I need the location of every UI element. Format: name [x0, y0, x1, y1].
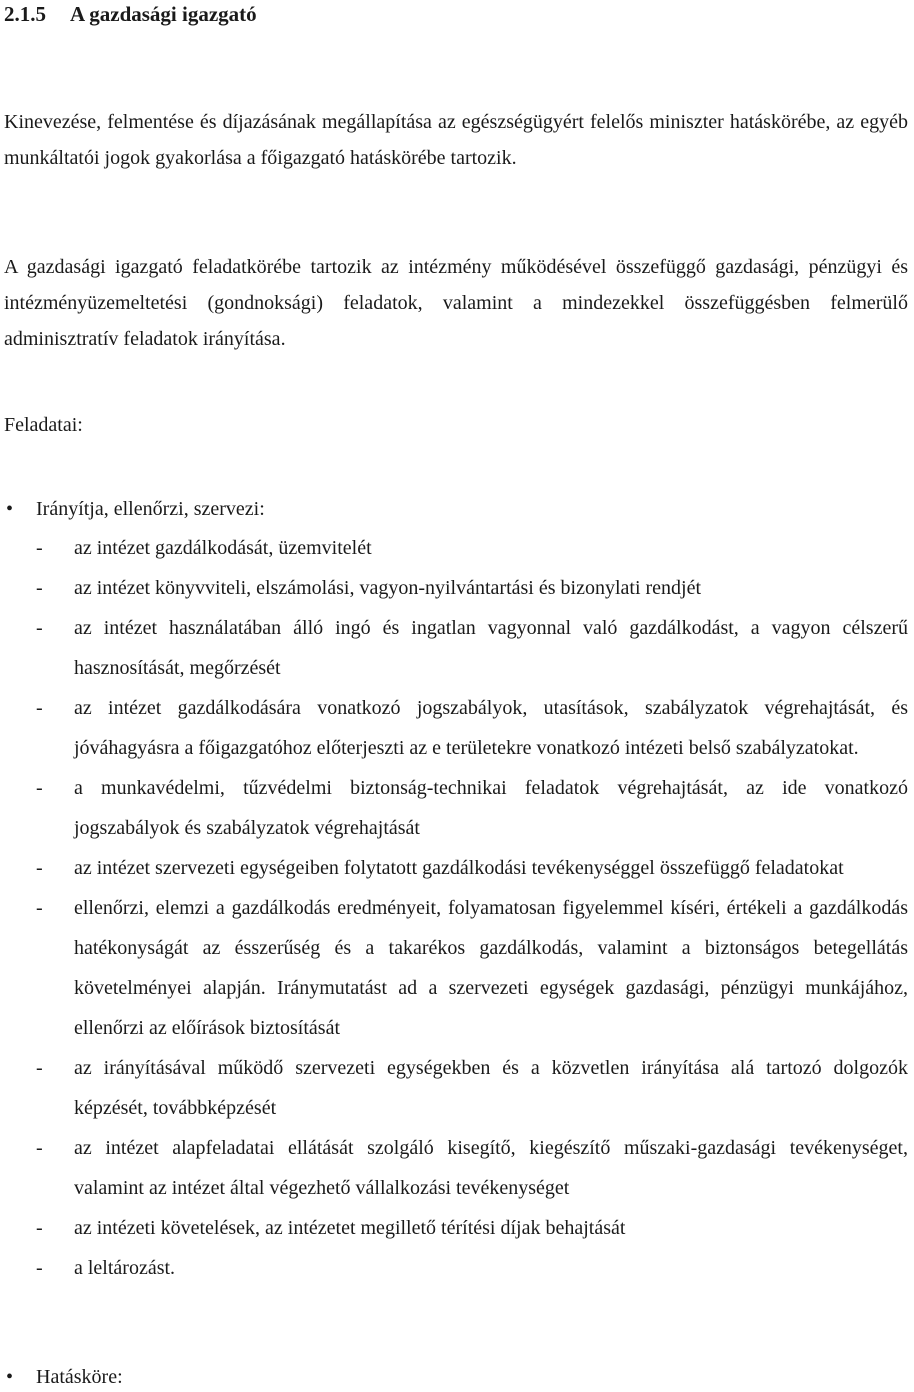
list-item-text: az intézeti követelések, az intézetet megillető térítési díjak behajtását	[74, 1217, 626, 1239]
paragraph-responsibilities: A gazdasági igazgató feladatkörébe tartozik az intézmény működésével összefüggő gazdasági, pénzügyi és intézményüzemeltetési (gondnoksági) feladatok, valamint a mindezekkel összefüggésben felmerülő adminisztratív feladatok irányítása.	[4, 256, 908, 350]
list-item	[0, 848, 914, 888]
bullet-icon: •	[6, 498, 14, 520]
list-item	[0, 1128, 914, 1208]
list-item-text: az intézet könyvviteli, elszámolási, vagyon-nyilvántartási és bizonylati rendjét	[74, 577, 702, 599]
list-item	[0, 1208, 914, 1248]
dash-icon: -	[36, 697, 43, 719]
section-heading	[4, 0, 257, 28]
list-item	[0, 688, 914, 768]
list-item-text: az intézet szervezeti egységeiben folytatott gazdálkodási tevékenységgel összefüggő feladatokat	[74, 857, 844, 879]
section-number: 2.1.5	[4, 2, 46, 26]
list-item	[0, 888, 914, 1048]
list-item-text: a leltározást.	[74, 1257, 176, 1279]
task-sublist	[0, 528, 914, 1288]
bullet-icon: •	[6, 1366, 14, 1388]
list-item	[0, 1048, 914, 1128]
list-item-text: az irányításával működő szervezeti egységekben és a közvetlen irányítása alá tartozó dolgozók képzését, továbbképzését	[74, 1057, 908, 1119]
dash-icon: -	[36, 617, 43, 639]
list-item-text: a munkavédelmi, tűzvédelmi biztonság-technikai feladatok végrehajtását, az ide vonatkozó jogszabályok és szabályzatok végrehajtását	[74, 777, 908, 839]
list-item-text: az intézet gazdálkodására vonatkozó jogszabályok, utasítások, szabályzatok végrehajtását, és jóváhagyásra a főigazgatóhoz előterjeszti az e területekre vonatkozó intézeti belső szabályzatokat.	[74, 697, 908, 759]
dash-icon: -	[36, 1057, 43, 1079]
dash-icon: -	[36, 777, 43, 799]
list-item	[0, 608, 914, 688]
list-item	[0, 1248, 914, 1288]
list-item-text: az intézet alapfeladatai ellátását szolgáló kisegítő, kiegészítő műszaki-gazdasági tevékenységet, valamint az intézet által végezhető vállalkozási tevékenységet	[74, 1137, 908, 1199]
list-item	[0, 768, 914, 848]
bullet-text: Hatásköre:	[36, 1366, 123, 1388]
tasks-label: Feladatai:	[4, 414, 83, 436]
list-item-text: ellenőrzi, elemzi a gazdálkodás eredményeit, folyamatosan figyelemmel kíséri, értékeli a gazdálkodás hatékonyságát az ésszerűség és a takarékos gazdálkodás, valamint a biztonságos betegellátás követelményei alapján. Iránymutatást ad a szervezeti egységek gazdasági, pénzügyi munkájához, ellenőrzi az előírások biztosítását	[74, 897, 908, 1039]
dash-icon: -	[36, 537, 43, 559]
list-item	[0, 528, 914, 568]
paragraph-appointment: Kinevezése, felmentése és díjazásának megállapítása az egészségügyért felelős miniszter hatáskörébe, az egyéb munkáltatói jogok gyakorlása a főigazgató hatáskörébe tartozik.	[4, 111, 908, 169]
dash-icon: -	[36, 1257, 43, 1279]
dash-icon: -	[36, 577, 43, 599]
dash-icon: -	[36, 1137, 43, 1159]
list-item-text: az intézet gazdálkodását, üzemvitelét	[74, 537, 372, 559]
list-item	[0, 568, 914, 608]
section-title: A gazdasági igazgató	[70, 2, 257, 26]
dash-icon: -	[36, 857, 43, 879]
list-item-text: az intézet használatában álló ingó és ingatlan vagyonnal való gazdálkodást, a vagyon célszerű hasznosítását, megőrzését	[74, 617, 908, 679]
bullet-text: Irányítja, ellenőrzi, szervezi:	[36, 498, 265, 520]
dash-icon: -	[36, 897, 43, 919]
dash-icon: -	[36, 1217, 43, 1239]
